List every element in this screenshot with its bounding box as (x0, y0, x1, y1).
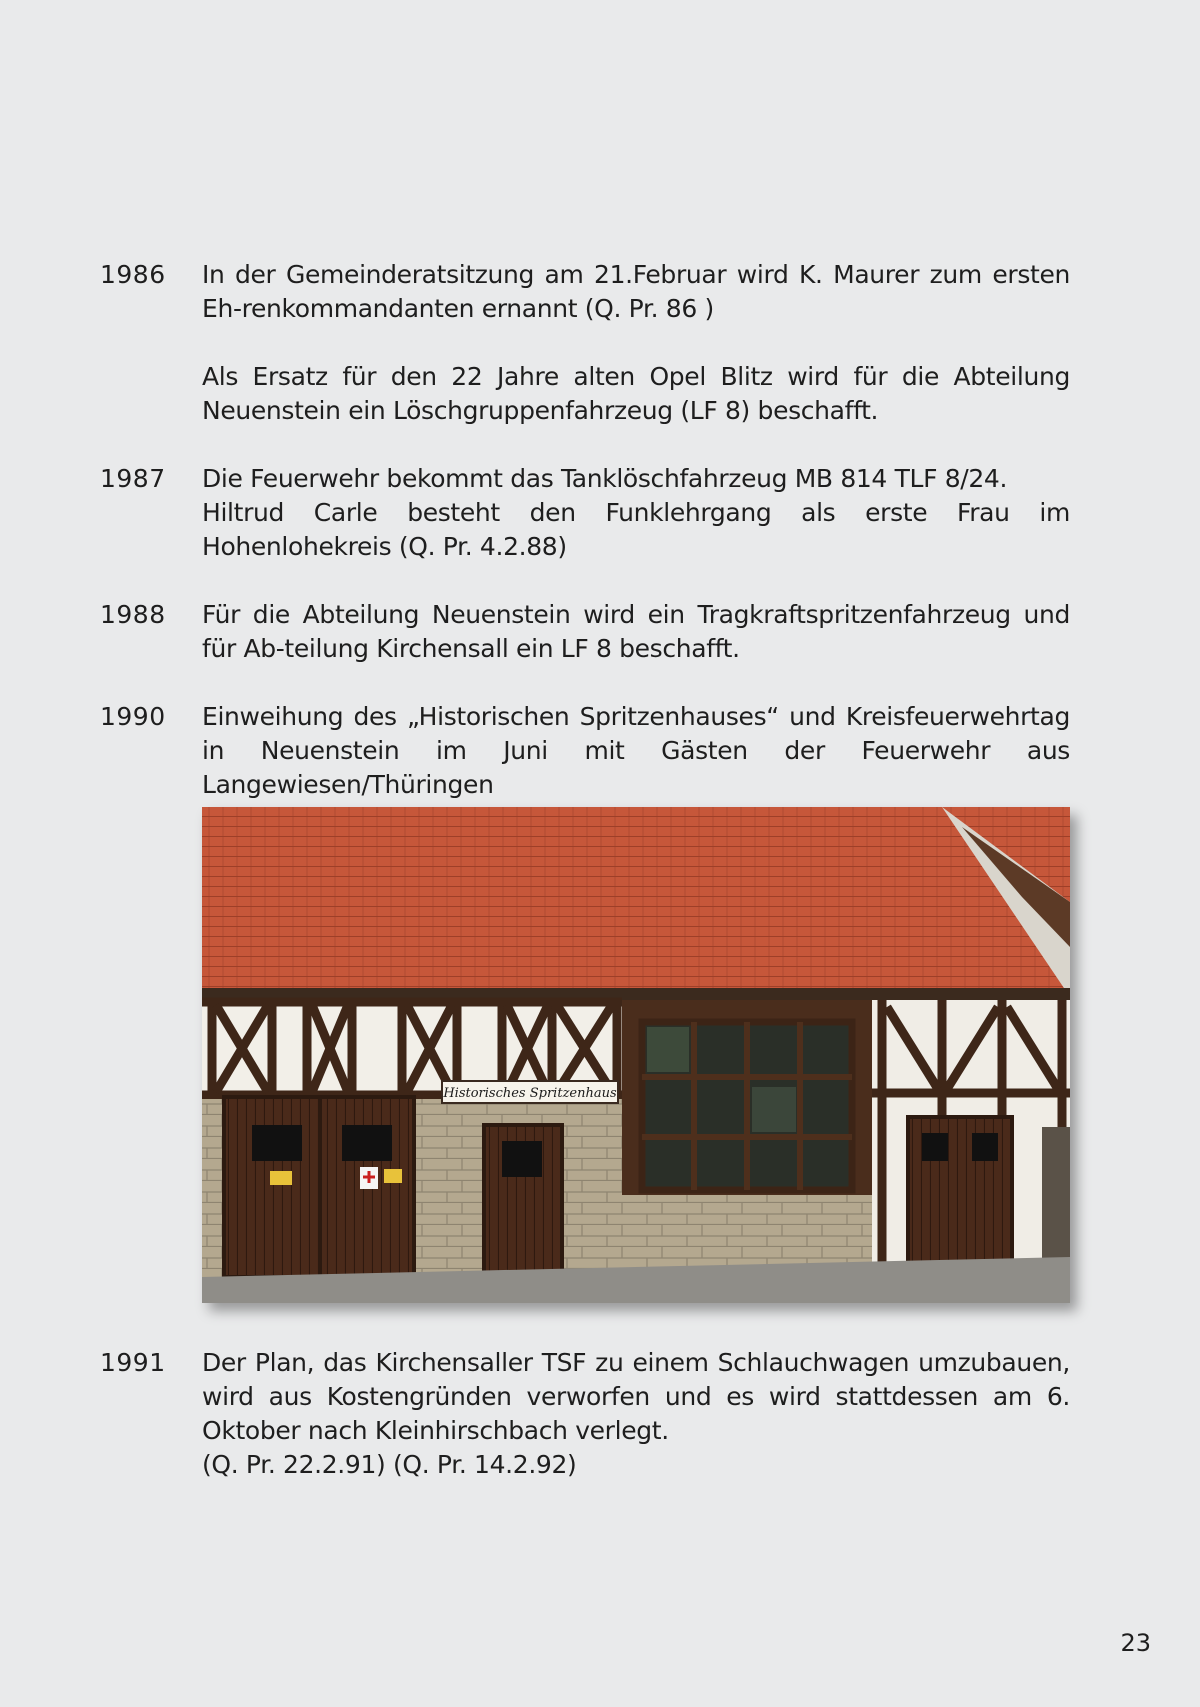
entry-year: 1986 (100, 260, 166, 289)
historic-fire-station-photo (202, 807, 1070, 1303)
entry-paragraph: Einweihung des „Historischen Spritzenhauses“ und Kreisfeuerwehrtag in Neuenstein im Juni mit Gästen der Feuerwehr aus Langewiesen/Thüringen (202, 702, 1070, 799)
entry-paragraph: Hiltrud Carle besteht den Funklehrgang als erste Frau im Hohenlohekreis (Q. Pr. 4.2.88) (202, 498, 1070, 561)
page-number: 23 (1120, 1629, 1151, 1657)
entry-text (202, 360, 1070, 428)
entry-year: 1987 (100, 464, 166, 493)
entry-paragraph: Die Feuerwehr bekommt das Tanklöschfahrzeug MB 814 TLF 8/24. (202, 464, 1008, 493)
entry-paragraph: In der Gemeinderatsitzung am 21.Februar wird K. Maurer zum ersten Eh-renkommandanten ernannt (Q. Pr. 86 ) (202, 260, 1070, 323)
entry-paragraph: Als Ersatz für den 22 Jahre alten Opel Blitz wird für die Abteilung Neuenstein ein Löschgruppenfahrzeug (LF 8) beschafft. (202, 362, 1070, 425)
entry-year: 1991 (100, 1348, 166, 1377)
entry-year: 1990 (100, 702, 166, 731)
entry-text (202, 462, 1070, 564)
entry-text (202, 598, 1070, 666)
building-sign: Historisches Spritzenhaus (443, 1086, 617, 1101)
entry-paragraph: Für die Abteilung Neuenstein wird ein Tragkraftspritzenfahrzeug und für Ab-teilung Kirchensall ein LF 8 beschafft. (202, 600, 1070, 663)
entry-year: 1988 (100, 600, 166, 629)
entry-text (202, 258, 1070, 326)
entry-paragraph: Der Plan, das Kirchensaller TSF zu einem Schlauchwagen umzubauen, wird aus Kostengründen verworfen und es wird stattdessen am 6. Oktober nach Kleinhirschbach verlegt. (202, 1348, 1070, 1445)
entry-text (202, 1346, 1070, 1482)
entry-text (202, 700, 1070, 802)
entry-paragraph: (Q. Pr. 22.2.91) (Q. Pr. 14.2.92) (202, 1450, 577, 1479)
